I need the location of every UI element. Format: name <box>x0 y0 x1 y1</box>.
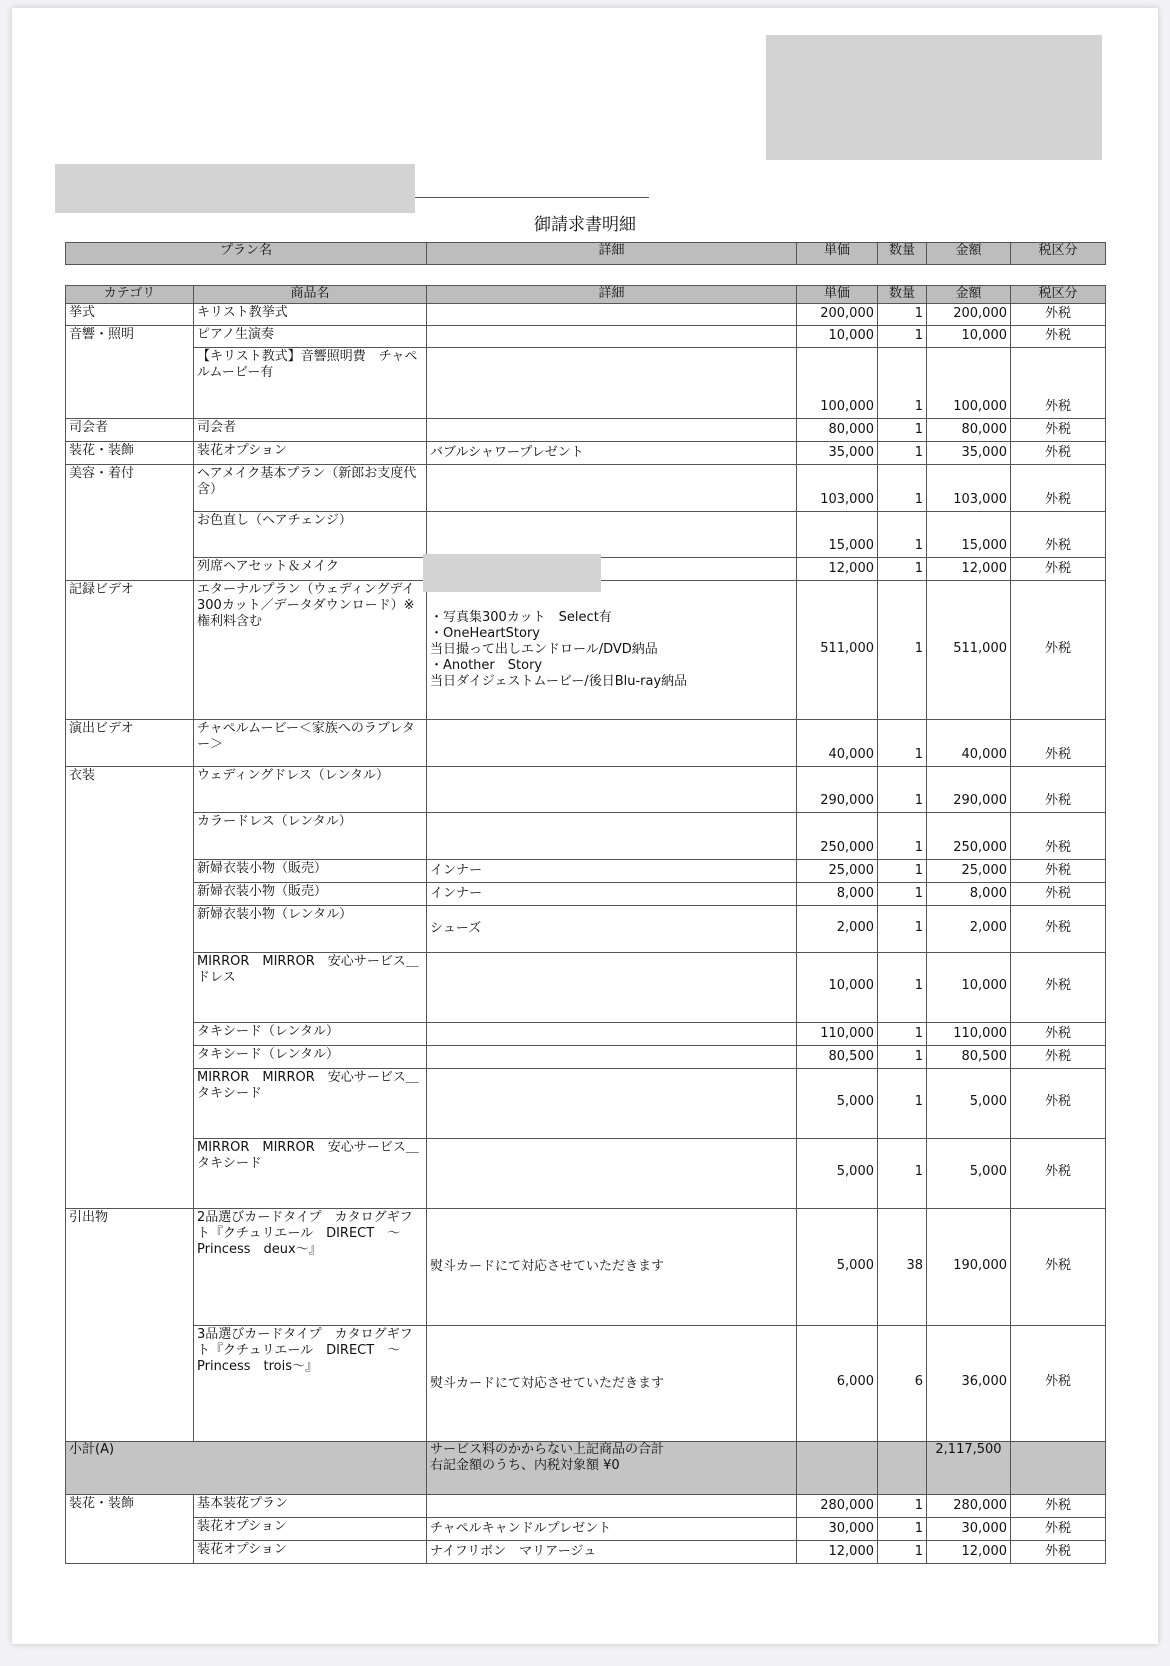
redacted-customer-name <box>55 164 415 213</box>
row-unit-price: 8,000 <box>797 883 878 906</box>
row-tax: 外税 <box>1011 1069 1106 1139</box>
table-row <box>66 1209 1106 1326</box>
subtotal-blank <box>878 1442 927 1495</box>
row-product-name: 列席ヘアセット＆メイク <box>194 558 427 581</box>
header-amount: 金額 <box>927 286 1011 304</box>
row-product-name: カラードレス（レンタル） <box>194 813 427 860</box>
table-row <box>66 1495 1106 1518</box>
row-quantity: 1 <box>878 1023 927 1046</box>
row-quantity: 1 <box>878 304 927 326</box>
table-row <box>66 348 1106 419</box>
row-category: 記録ビデオ <box>66 581 194 720</box>
row-unit-price: 290,000 <box>797 767 878 813</box>
row-amount: 12,000 <box>927 558 1011 581</box>
row-category: 音響・照明 <box>66 326 194 419</box>
row-quantity: 1 <box>878 1139 927 1209</box>
table-row <box>66 581 1106 720</box>
row-detail: チャペルキャンドルプレゼント <box>427 1518 797 1541</box>
row-unit-price: 40,000 <box>797 720 878 767</box>
header-category: カテゴリ <box>66 286 194 304</box>
row-category: 引出物 <box>66 1209 194 1442</box>
subtotal-note: サービス料のかからない上記商品の合計 右記金額のうち、内税対象額 ¥0 <box>427 1442 797 1495</box>
row-quantity: 1 <box>878 442 927 465</box>
row-product-name: キリスト教挙式 <box>194 304 427 326</box>
row-amount: 190,000 <box>927 1209 1011 1326</box>
row-tax: 外税 <box>1011 512 1106 558</box>
items-table-header <box>66 286 1106 304</box>
row-detail <box>427 512 797 558</box>
row-amount: 5,000 <box>927 1139 1011 1209</box>
header-detail: 詳細 <box>427 243 797 265</box>
row-tax: 外税 <box>1011 860 1106 883</box>
row-tax: 外税 <box>1011 1209 1106 1326</box>
row-product-name: エターナルプラン（ウェディングデイ300カット／データダウンロード）※権利料含む <box>194 581 427 720</box>
row-product-name: チャペルムービー＜家族へのラブレター＞ <box>194 720 427 767</box>
plan-table-header <box>66 243 1106 265</box>
row-unit-price: 5,000 <box>797 1139 878 1209</box>
row-product-name: 基本装花プラン <box>194 1495 427 1518</box>
row-product-name: MIRROR MIRROR 安心サービス＿タキシード <box>194 1069 427 1139</box>
row-quantity: 1 <box>878 1518 927 1541</box>
row-amount: 200,000 <box>927 304 1011 326</box>
row-category: 装花・装飾 <box>66 442 194 465</box>
row-tax: 外税 <box>1011 1541 1106 1564</box>
row-quantity: 38 <box>878 1209 927 1326</box>
row-unit-price: 280,000 <box>797 1495 878 1518</box>
table-row <box>66 326 1106 348</box>
row-category: 美容・着付 <box>66 465 194 581</box>
row-detail <box>427 465 797 512</box>
row-category: 挙式 <box>66 304 194 326</box>
row-product-name: 装花オプション <box>194 442 427 465</box>
row-amount: 511,000 <box>927 581 1011 720</box>
header-amount: 金額 <box>927 243 1011 265</box>
row-quantity: 6 <box>878 1326 927 1442</box>
row-amount: 25,000 <box>927 860 1011 883</box>
row-tax: 外税 <box>1011 720 1106 767</box>
row-quantity: 1 <box>878 1541 927 1564</box>
row-unit-price: 35,000 <box>797 442 878 465</box>
row-detail <box>427 304 797 326</box>
row-amount: 36,000 <box>927 1326 1011 1442</box>
row-tax: 外税 <box>1011 906 1106 953</box>
row-detail <box>427 326 797 348</box>
row-tax: 外税 <box>1011 767 1106 813</box>
row-detail: ナイフリボン マリアージュ <box>427 1541 797 1564</box>
row-tax: 外税 <box>1011 813 1106 860</box>
row-product-name: 2品選びカードタイプ カタログギフト『クチュリエール DIRECT ～Princess deux～』 <box>194 1209 427 1326</box>
row-detail <box>427 1023 797 1046</box>
row-unit-price: 12,000 <box>797 1541 878 1564</box>
row-amount: 40,000 <box>927 720 1011 767</box>
row-tax: 外税 <box>1011 419 1106 442</box>
row-quantity: 1 <box>878 419 927 442</box>
table-row <box>66 465 1106 512</box>
document-title: 御請求書明細 <box>534 215 636 235</box>
row-detail <box>427 1495 797 1518</box>
row-detail <box>427 813 797 860</box>
row-amount: 250,000 <box>927 813 1011 860</box>
row-amount: 10,000 <box>927 953 1011 1023</box>
row-amount: 103,000 <box>927 465 1011 512</box>
row-quantity: 1 <box>878 1495 927 1518</box>
row-tax: 外税 <box>1011 326 1106 348</box>
row-tax: 外税 <box>1011 953 1106 1023</box>
header-tax: 税区分 <box>1011 286 1106 304</box>
table-row <box>66 720 1106 767</box>
row-amount: 80,500 <box>927 1046 1011 1069</box>
row-detail: シューズ <box>427 906 797 953</box>
row-quantity: 1 <box>878 906 927 953</box>
row-quantity: 1 <box>878 767 927 813</box>
row-quantity: 1 <box>878 581 927 720</box>
row-product-name: タキシード（レンタル） <box>194 1046 427 1069</box>
row-quantity: 1 <box>878 326 927 348</box>
table-row <box>66 1541 1106 1564</box>
row-category: 司会者 <box>66 419 194 442</box>
row-detail: インナー <box>427 860 797 883</box>
row-quantity: 1 <box>878 1046 927 1069</box>
row-detail <box>427 1069 797 1139</box>
row-tax: 外税 <box>1011 581 1106 720</box>
row-unit-price: 5,000 <box>797 1209 878 1326</box>
row-tax: 外税 <box>1011 442 1106 465</box>
redacted-detail-cell <box>423 554 601 592</box>
table-row <box>66 906 1106 953</box>
row-unit-price: 100,000 <box>797 348 878 419</box>
row-product-name: 新婦衣装小物（販売） <box>194 883 427 906</box>
table-row <box>66 442 1106 465</box>
header-unit-price: 単価 <box>797 243 878 265</box>
row-amount: 8,000 <box>927 883 1011 906</box>
row-quantity: 1 <box>878 860 927 883</box>
header-detail: 詳細 <box>427 286 797 304</box>
header-product-name: 商品名 <box>194 286 427 304</box>
row-tax: 外税 <box>1011 304 1106 326</box>
row-detail: 熨斗カードにて対応させていただきます <box>427 1326 797 1442</box>
row-unit-price: 10,000 <box>797 953 878 1023</box>
header-tax: 税区分 <box>1011 243 1106 265</box>
row-product-name: MIRROR MIRROR 安心サービス＿タキシード <box>194 1139 427 1209</box>
row-product-name: タキシード（レンタル） <box>194 1023 427 1046</box>
customer-name-underline <box>415 197 649 198</box>
row-quantity: 1 <box>878 883 927 906</box>
row-unit-price: 80,500 <box>797 1046 878 1069</box>
table-row <box>66 813 1106 860</box>
row-quantity: 1 <box>878 813 927 860</box>
row-product-name: 装花オプション <box>194 1541 427 1564</box>
row-product-name: MIRROR MIRROR 安心サービス＿ドレス <box>194 953 427 1023</box>
row-unit-price: 30,000 <box>797 1518 878 1541</box>
table-row <box>66 419 1106 442</box>
row-amount: 80,000 <box>927 419 1011 442</box>
table-row <box>66 1046 1106 1069</box>
row-unit-price: 250,000 <box>797 813 878 860</box>
row-amount: 100,000 <box>927 348 1011 419</box>
row-unit-price: 80,000 <box>797 419 878 442</box>
row-unit-price: 25,000 <box>797 860 878 883</box>
row-unit-price: 15,000 <box>797 512 878 558</box>
row-detail <box>427 1046 797 1069</box>
header-quantity: 数量 <box>878 243 927 265</box>
row-tax: 外税 <box>1011 465 1106 512</box>
subtotal-amount: 2,117,500 <box>927 1442 1011 1495</box>
table-row <box>66 953 1106 1023</box>
row-amount: 35,000 <box>927 442 1011 465</box>
table-row <box>66 883 1106 906</box>
row-product-name: 3品選びカードタイプ カタログギフト『クチュリエール DIRECT ～Princess trois～』 <box>194 1326 427 1442</box>
row-detail: 熨斗カードにて対応させていただきます <box>427 1209 797 1326</box>
row-quantity: 1 <box>878 465 927 512</box>
row-product-name: ウェディングドレス（レンタル） <box>194 767 427 813</box>
row-amount: 10,000 <box>927 326 1011 348</box>
header-quantity: 数量 <box>878 286 927 304</box>
header-plan-name: プラン名 <box>66 243 427 265</box>
subtotal-label: 小計(A) <box>66 1442 427 1495</box>
row-unit-price: 6,000 <box>797 1326 878 1442</box>
row-product-name: 新婦衣装小物（レンタル） <box>194 906 427 953</box>
row-tax: 外税 <box>1011 1046 1106 1069</box>
row-unit-price: 200,000 <box>797 304 878 326</box>
plan-table <box>65 242 1106 265</box>
subtotal-blank <box>1011 1442 1106 1495</box>
redacted-logo-block <box>766 35 1102 160</box>
table-row <box>66 1139 1106 1209</box>
row-detail <box>427 419 797 442</box>
row-detail <box>427 1139 797 1209</box>
row-tax: 外税 <box>1011 1023 1106 1046</box>
row-product-name: 新婦衣装小物（販売） <box>194 860 427 883</box>
table-row <box>66 1069 1106 1139</box>
row-detail <box>427 953 797 1023</box>
row-amount: 5,000 <box>927 1069 1011 1139</box>
table-row <box>66 1326 1106 1442</box>
table-row <box>66 512 1106 558</box>
row-category: 装花・装飾 <box>66 1495 194 1564</box>
subtotal-row <box>66 1442 1106 1495</box>
row-amount: 30,000 <box>927 1518 1011 1541</box>
row-detail <box>427 348 797 419</box>
row-quantity: 1 <box>878 348 927 419</box>
row-quantity: 1 <box>878 953 927 1023</box>
row-amount: 15,000 <box>927 512 1011 558</box>
row-detail: ・写真集300カット Select有 ・OneHeartStory 当日撮って出しエンドロール/DVD納品 ・Another Story 当日ダイジェストムービー/後日Blu-ray納品 <box>427 581 797 720</box>
table-row <box>66 1023 1106 1046</box>
table-row <box>66 304 1106 326</box>
row-category: 衣装 <box>66 767 194 1209</box>
row-quantity: 1 <box>878 512 927 558</box>
row-unit-price: 10,000 <box>797 326 878 348</box>
row-amount: 12,000 <box>927 1541 1011 1564</box>
header-unit-price: 単価 <box>797 286 878 304</box>
items-table <box>65 285 1106 1564</box>
row-amount: 2,000 <box>927 906 1011 953</box>
row-detail: バブルシャワープレゼント <box>427 442 797 465</box>
row-tax: 外税 <box>1011 1518 1106 1541</box>
row-amount: 290,000 <box>927 767 1011 813</box>
row-category: 演出ビデオ <box>66 720 194 767</box>
row-product-name: ヘアメイク基本プラン（新郎お支度代含） <box>194 465 427 512</box>
table-row <box>66 767 1106 813</box>
table-row <box>66 1518 1106 1541</box>
row-detail <box>427 720 797 767</box>
row-detail: インナー <box>427 883 797 906</box>
row-unit-price: 110,000 <box>797 1023 878 1046</box>
row-tax: 外税 <box>1011 1326 1106 1442</box>
row-detail <box>427 767 797 813</box>
row-tax: 外税 <box>1011 348 1106 419</box>
row-unit-price: 5,000 <box>797 1069 878 1139</box>
row-quantity: 1 <box>878 720 927 767</box>
table-row <box>66 860 1106 883</box>
subtotal-blank <box>797 1442 878 1495</box>
row-unit-price: 2,000 <box>797 906 878 953</box>
row-amount: 110,000 <box>927 1023 1011 1046</box>
row-product-name: 装花オプション <box>194 1518 427 1541</box>
row-amount: 280,000 <box>927 1495 1011 1518</box>
row-tax: 外税 <box>1011 1495 1106 1518</box>
row-product-name: 【キリスト教式】音響照明費 チャペルムービー有 <box>194 348 427 419</box>
row-quantity: 1 <box>878 558 927 581</box>
row-tax: 外税 <box>1011 883 1106 906</box>
row-tax: 外税 <box>1011 558 1106 581</box>
row-product-name: お色直し（ヘアチェンジ） <box>194 512 427 558</box>
row-quantity: 1 <box>878 1069 927 1139</box>
row-product-name: 司会者 <box>194 419 427 442</box>
row-unit-price: 511,000 <box>797 581 878 720</box>
row-product-name: ピアノ生演奏 <box>194 326 427 348</box>
row-tax: 外税 <box>1011 1139 1106 1209</box>
row-unit-price: 12,000 <box>797 558 878 581</box>
row-unit-price: 103,000 <box>797 465 878 512</box>
